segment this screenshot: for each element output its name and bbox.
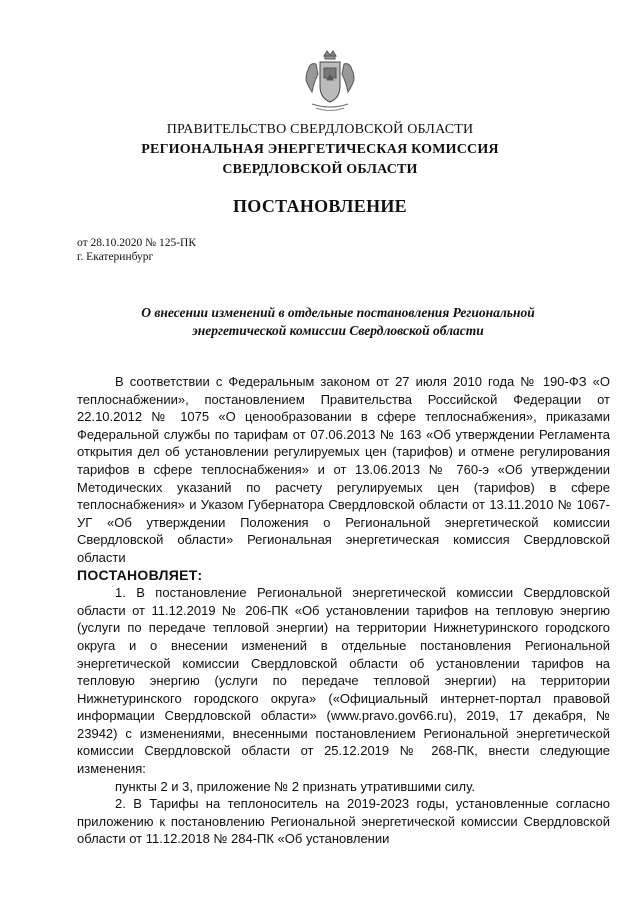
coat-of-arms-emblem <box>300 48 360 114</box>
item-1-sub-paragraph: пункты 2 и 3, приложение № 2 признать утратившими силу. <box>115 778 475 794</box>
date-number: от 28.10.2020 № 125-ПК <box>77 237 197 249</box>
document-meta <box>77 236 196 264</box>
document-subject: О внесении изменений в отдельные постановления Региональной энергетической комиссии Свердловской области <box>141 305 535 338</box>
city: г. Екатеринбург <box>77 251 154 263</box>
issuer-header <box>0 120 640 180</box>
item-1-paragraph: 1. В постановление Региональной энергетической комиссии Свердловской области от 11.12.2019 № 206-ПК «Об установлении тарифов на тепловую энергию (услуги по передаче тепловой энергии) на территории Нижнетуринского городского округа и о внесении изменений в отдельные постановления Региональной энергетической комиссии Свердловской области об установлении тарифов на тепловую энергию (услуги по передаче тепловой энергии) на территории Нижнетуринского городского округа» («Официальный интернет-портал правовой информации Свердловской области» (www.pravo.gov66.ru), 2019, 17 декабря, № 23942) с изменениями, внесенными постановлением Региональной энергетической комиссии Свердловской области от 25.12.2019 № 268-ПК, внести следующие изменения: <box>77 585 610 777</box>
header-commission: РЕГИОНАЛЬНАЯ ЭНЕРГЕТИЧЕСКАЯ КОМИССИЯ <box>141 142 499 157</box>
preamble-paragraph: В соответствии с Федеральным законом от 27 июля 2010 года № 190-ФЗ «О теплоснабжении», постановлением Правительства Российской Федерации от 22.10.2012 № 1075 «О ценообразовании в сфере теплоснабжения», приказами Федеральной службы по тарифам от 07.06.2013 № 163 «Об утверждении Регламента открытия дел об установлении регулируемых цен (тарифов) и отмене регулирования тарифов в сфере теплоснабжения» и от 13.06.2013 № 760-э «Об утверждении Методических указаний по расчету регулируемых цен (тарифов) в сфере теплоснабжения» и Указом Губернатора Свердловской области от 13.11.2010 № 1067-УГ «Об утверждении Положения о Региональной энергетической комиссии Свердловской области» Региональная энергетическая комиссия Свердловской области <box>77 374 610 565</box>
item-2-paragraph: 2. В Тарифы на теплоноситель на 2019-2023 годы, установленные согласно приложению к постановлению Региональной энергетической комиссии Свердловской области от 11.12.2018 № 284-ПК «Об установлении <box>77 796 610 847</box>
document-type-title: ПОСТАНОВЛЕНИЕ <box>233 196 407 216</box>
resolves-heading: ПОСТАНОВЛЯЕТ: <box>77 566 203 583</box>
document-body <box>77 373 610 848</box>
header-government: ПРАВИТЕЛЬСТВО СВЕРДЛОВСКОЙ ОБЛАСТИ <box>166 122 474 137</box>
header-region: СВЕРДЛОВСКОЙ ОБЛАСТИ <box>222 162 418 177</box>
